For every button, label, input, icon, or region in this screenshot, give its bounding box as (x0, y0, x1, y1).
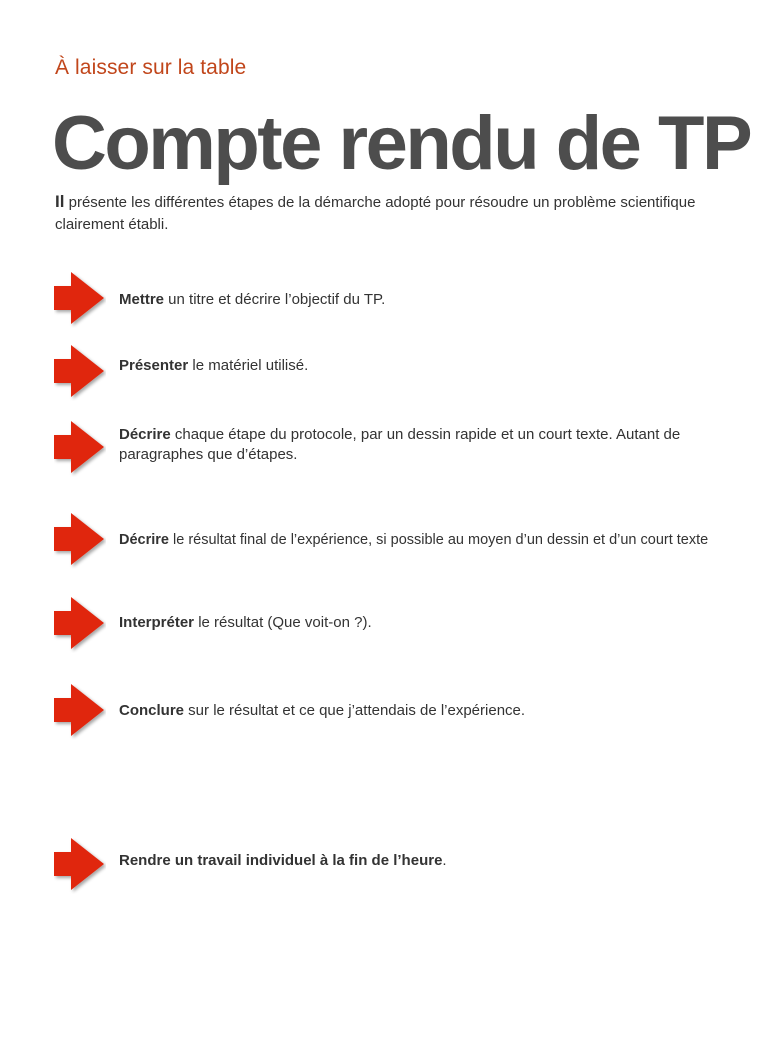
step-text (119, 290, 759, 310)
arrow-right-icon (54, 421, 106, 477)
step-keyword: Mettre (119, 291, 165, 308)
final-note-bold: Rendre un travail individuel à la fin de l’heure (119, 852, 443, 869)
step-text (119, 701, 759, 721)
final-note-trailing: . (442, 852, 447, 869)
arrow-right-icon (54, 597, 106, 653)
step-description: sur le résultat et ce que j’attendais de l’expérience. (184, 702, 526, 719)
intro-dropcap: Il (55, 192, 65, 211)
step-description: le résultat (Que voit-on ?). (194, 614, 372, 631)
intro-text: présente les différentes étapes de la démarche adopté pour résoudre un problème scientifique clairement établi. (55, 194, 696, 233)
step-text (119, 530, 779, 550)
step-keyword: Décrire (119, 532, 169, 548)
arrow-right-icon (54, 838, 106, 894)
step-description: le matériel utilisé. (188, 357, 309, 374)
step-keyword: Décrire (119, 426, 171, 443)
arrow-right-icon (54, 513, 106, 569)
step-keyword: Présenter (119, 357, 189, 374)
step-text (119, 425, 759, 465)
step-keyword: Interpréter (119, 614, 195, 631)
arrow-right-icon (54, 684, 106, 740)
kicker-label: À laisser sur la table (55, 56, 247, 79)
step-description: le résultat final de l’expérience, si possible au moyen d’un dessin et d’un court texte (168, 532, 709, 548)
step-description: un titre et décrire l’objectif du TP. (164, 291, 386, 308)
page-title: Compte rendu de TP (52, 101, 751, 186)
final-note-text (119, 851, 759, 871)
intro-paragraph (55, 191, 715, 236)
step-text (119, 613, 759, 633)
arrow-right-icon (54, 272, 106, 328)
arrow-right-icon (54, 345, 106, 401)
step-description: chaque étape du protocole, par un dessin rapide et un court texte. Autant de paragraphes que d’étapes. (119, 426, 681, 463)
step-keyword: Conclure (119, 702, 185, 719)
step-text (119, 356, 759, 376)
